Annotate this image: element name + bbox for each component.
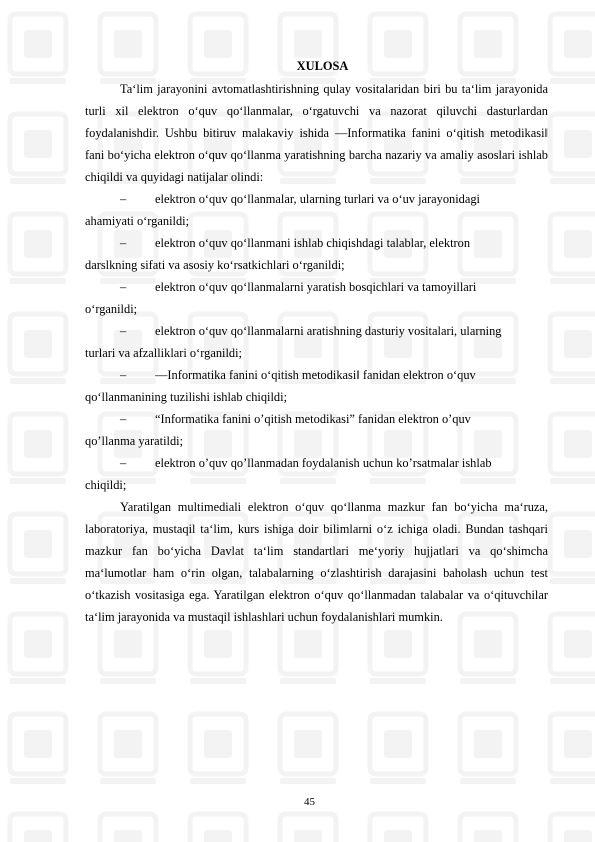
list-item-line1: ―Informatika fanini o‘qitish metodikasi‖ fanidan elektron o‘quv	[155, 368, 476, 382]
list-item-line2: chiqildi;	[85, 478, 127, 492]
list-item	[85, 408, 548, 452]
list-item-line1: “Informatika fanini o’qitish metodikasi” fanidan elektron o’quv	[155, 412, 471, 426]
dash-bullet: ‒	[120, 236, 127, 250]
list-item-line1: elektron o‘quv qo‘llanmani ishlab chiqishdagi talablar, elektron	[155, 236, 471, 250]
list-item-line2: ahamiyati o‘rganildi;	[85, 214, 190, 228]
list-item-line2: qo‘llanmanining tuzilishi ishlab chiqildi;	[85, 390, 288, 404]
document-body	[85, 55, 548, 628]
list-item	[85, 276, 548, 320]
list-item	[85, 452, 548, 496]
dash-bullet: ‒	[120, 280, 127, 294]
conclusion-paragraph: Yaratilgan multimediali elektron o‘quv qo‘llanma mazkur fan bo‘yicha ma‘ruza, laboratoriya, mustaqil ta‘lim, kurs ishiga doir bilimlarni o‘z ichiga oladi. Bundan tashqari mazkur fan bo‘yicha Davlat ta‘lim standartlari me‘yoriy hujjatlari va qo‘shimcha ma‘lumotlar ham o‘rin olgan, talabalarning o‘zlashtirish darajasini baholash uchun test o‘tkazish vositasiga ega. Yaratilgan elektron o‘quv qo‘llanmadan talabalar va o‘qituvchilar ta‘lim jarayonida va mustaqil ishlashlari uchun foydalanishlari mumkin.	[85, 500, 548, 624]
intro-paragraph: Ta‘lim jarayonini avtomatlashtirishning qulay vositalaridan biri bu ta‘lim jarayonida turli xil elektron o‘quv qo‘llanmalar, o‘rgatuvchi va nazorat qiluvchi dasturlardan foydalanishdir. Ushbu bitiruv malakaviy ishida ―Informatika fanini o‘qitish metodikasi‖ fani bo‘yicha elektron o‘quv qo‘llanma yaratishning barcha nazariy va amaliy asoslari ishlab chiqildi va quyidagi natijalar olindi:	[85, 82, 548, 184]
dash-bullet: ‒	[120, 412, 127, 426]
list-item-line2: o‘rganildi;	[85, 302, 138, 316]
list-item	[85, 188, 548, 232]
dash-bullet: ‒	[120, 368, 127, 382]
list-item-line2: darslkning sifati va asosiy ko‘rsatkichlari o‘rganildi;	[85, 258, 345, 272]
list-item-line1: elektron o‘quv qo‘llanmalarni yaratish bosqichlari va tamoyillari	[155, 280, 477, 294]
list-item-line1: elektron o‘quv qo‘llanmalar, ularning turlari va o‘uv jarayonidagi	[155, 192, 480, 206]
section-title: XULOSA	[296, 59, 349, 73]
list-item-line2: turlari va afzalliklari o‘rganildi;	[85, 346, 243, 360]
list-item	[85, 320, 548, 364]
dash-bullet: ‒	[120, 192, 127, 206]
list-item-line2: qo’llanma yaratildi;	[85, 434, 184, 448]
list-item-line1: elektron o’quv qo’llanmadan foydalanish uchun ko’rsatmalar ishlab	[155, 456, 492, 470]
page-number: 45	[304, 796, 315, 808]
list-item-line1: elektron o‘quv qo‘llanmalarni aratishning dasturiy vositalari, ularning	[155, 324, 502, 338]
list-item	[85, 232, 548, 276]
dash-bullet: ‒	[120, 324, 127, 338]
list-item	[85, 364, 548, 408]
dash-bullet: ‒	[120, 456, 127, 470]
